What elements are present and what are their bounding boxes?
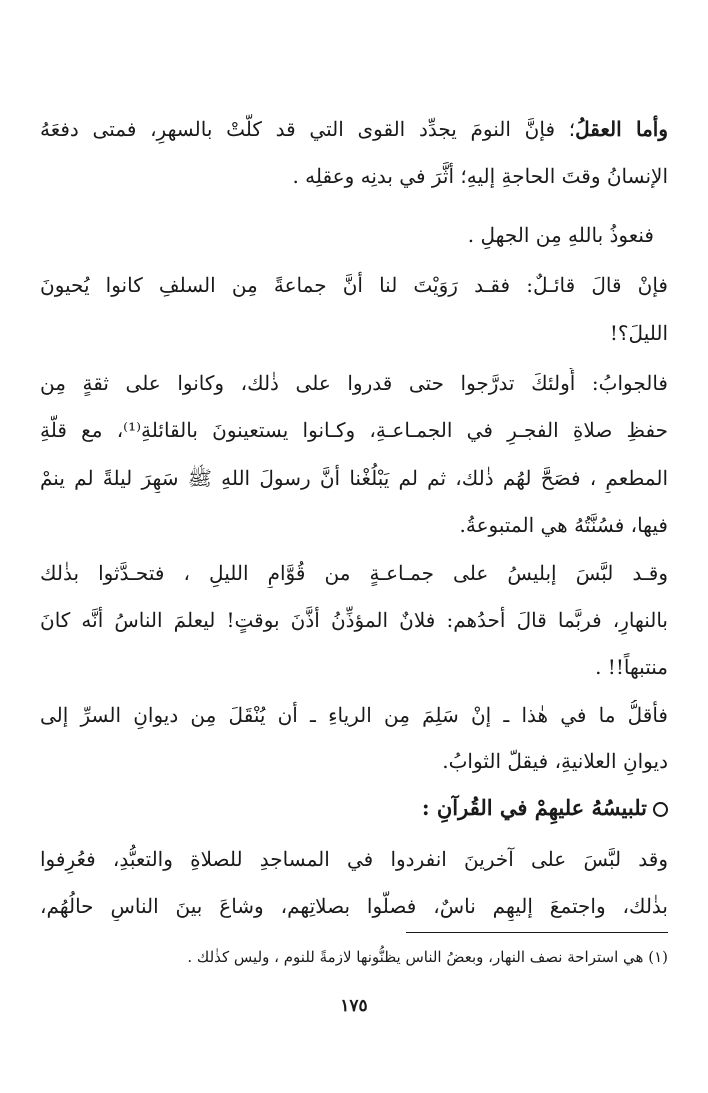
- text-line: وقـد لبَّسَ إبليسُ على جمـاعـةٍ من قُوَّامِ الليلِ ، فتحـدَّثوا بذٰلك: [40, 561, 668, 585]
- heading-text: تلبيسُهُ عليهِمْ في القُرآنِ :: [421, 795, 647, 820]
- text-line: المطعمِ ، فصَحَّ لهُم ذٰلك، ثم لم يَبْلُغْنا أنَّ رسولَ اللهِ ﷺ سَهِرَ ليلةً لم ينمْ: [40, 466, 668, 490]
- line-text: ؛ فإنَّ النومَ يجدِّد القوى التي قد كلَّتْ بالسهرِ، فمتى دفعَهُ: [40, 117, 576, 141]
- text-line: الليلَ؟!: [609, 321, 668, 345]
- text-line: الإنسانُ وقتَ الحاجةِ إليهِ؛ أثَّرَ في بدنِه وعقلِه .: [292, 164, 668, 188]
- footnote-divider: [406, 932, 668, 933]
- circle-bullet-icon: [653, 802, 668, 817]
- book-page: [40, 100, 668, 1060]
- text-line: ديوانِ العلانيةِ، فيقلّ الثوابُ.: [442, 749, 668, 773]
- lead-word: وأما العقلُ: [575, 117, 668, 141]
- text-line: فنعوذُ باللهِ مِن الجهلِ .: [467, 223, 654, 247]
- text-line: وقد لبَّسَ على آخرينَ انفردوا في المساجدِ للصلاةِ والتعبُّدِ، فعُرِفوا: [40, 847, 668, 871]
- text-line: بالنهارِ، فربَّما قالَ أحدُهم: فلانٌ المؤذِّنُ أذَّنَ بوقتٍ! ليعلمَ الناسُ أنَّه كانَ: [40, 608, 668, 632]
- text-line: منتبهاً!! .: [595, 655, 668, 679]
- page-number: ١٧٥: [340, 996, 368, 1016]
- text-line: فيها، فسُنَّتُهُ هي المتبوعةُ.: [459, 513, 668, 537]
- section-heading: [40, 792, 668, 824]
- text-line: حفظِ صلاةِ الفجـرِ في الجمـاعـةِ، وكـانوا يستعينونَ بالقائلةِ⁽¹⁾، مع قلَّةِ: [40, 418, 668, 442]
- text-line: فالجوابُ: أُولئكَ تدرَّجوا حتى قدروا على ذٰلك، وكانوا على ثقةٍ مِن: [40, 371, 668, 395]
- footnote: (١) هي استراحة نصف النهار، وبعضُ الناس يظنُّونها لازمةً للنوم ، وليس كذٰلك .: [187, 948, 668, 966]
- text-line: [40, 114, 668, 144]
- text-line: بذٰلك، واجتمعَ إليهِم ناسٌ، فصلَّوا بصلاتِهم، وشاعَ بينَ الناسِ حالُهُم،: [40, 894, 668, 918]
- text-line: فإنْ قالَ قائـلٌ: فقـد رَوَيْتَ لنا أنَّ جماعةً مِن السلفِ كانوا يُحيونَ: [40, 273, 668, 297]
- text-line: فأقلُّ ما في هٰذا ـ إنْ سَلِمَ مِن الرياءِ ـ أن يُنْقَلَ مِن ديوانِ السرِّ إلى: [40, 703, 668, 727]
